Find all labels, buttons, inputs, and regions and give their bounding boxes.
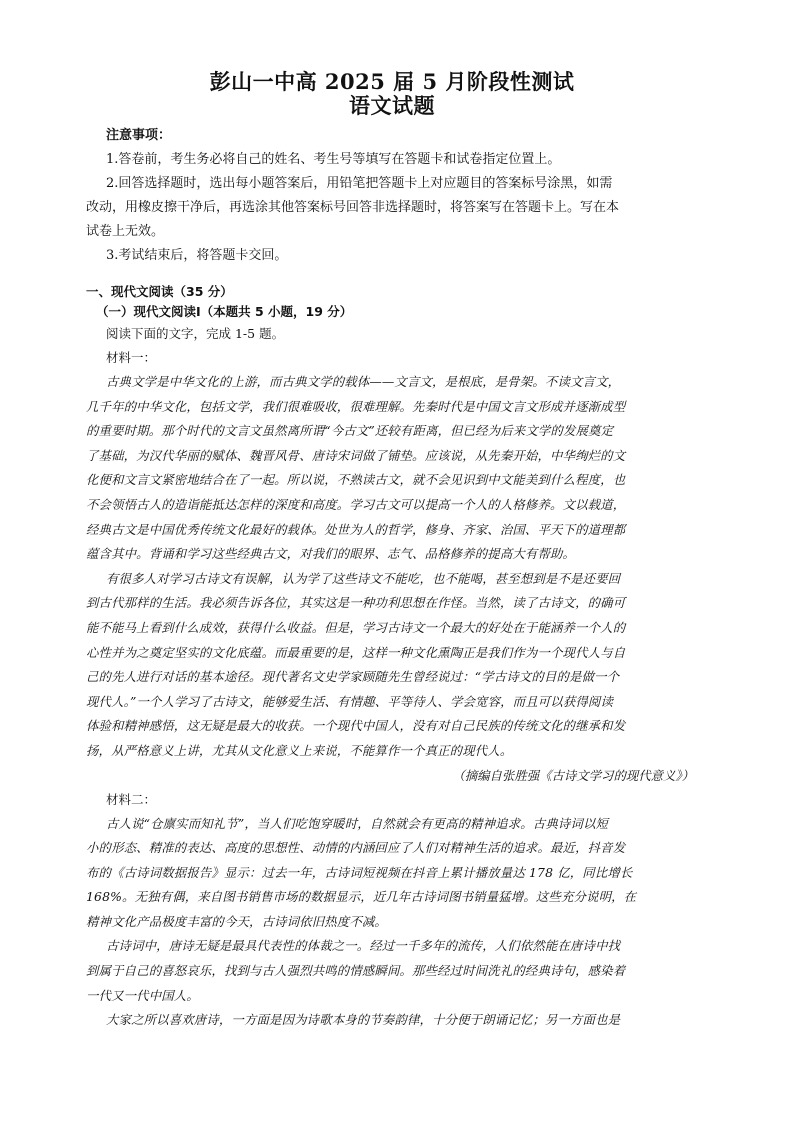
material-1-paragraph-2-line: 能不能马上看到什么成效，获得什么收益。但是，学习古诗文一个最大的好处在于能涵养一个人的 — [86, 619, 626, 635]
material-1-paragraph-2-line: 体验和精神感悟，这无疑是最大的收获。一个现代中国人，没有对自己民族的传统文化的继承和发 — [86, 718, 626, 734]
notice-item-2-line-1: 2.回答选择题时，选出每小题答案后，用铅笔把答题卡上对应题目的答案标号涂黑，如需 — [106, 176, 613, 191]
notice-item-2-line-2: 改动，用橡皮擦干净后，再选涂其他答案标号回答非选择题时，将答案写在答题卡上。写在本 — [86, 200, 620, 215]
spacer — [86, 268, 698, 282]
notice-heading: 注意事项： — [106, 128, 172, 143]
material-1-paragraph-2-line: 到古代那样的生活。我必须告诉各位，其实这是一种功利思想在作怪。当然，读了古诗文，的确可 — [86, 595, 626, 611]
material-1-source: （摘编自张胜强《古诗文学习的现代意义》） — [452, 767, 694, 783]
reading-instruction: 阅读下面的文字，完成 1-5 题。 — [106, 326, 285, 341]
material-2-paragraph-1-line: 古人说“仓廪实而知礼节”，当人们吃饱穿暖时，自然就会有更高的精神追求。古典诗词以短 — [106, 815, 609, 831]
material-2-paragraph-1-line: 小的形态、精准的表达、高度的思想性、动情的内涵回应了人们对精神生活的追求。最近，抖音发 — [86, 840, 626, 856]
subsection-heading: （一）现代文阅读Ⅰ（本题共 5 小题，19 分） — [96, 304, 353, 319]
material-1-paragraph-2-line: 现代人。”一个人学习了古诗文，能够爱生活、有情趣、平等待人、学会宽容，而且可以获得阅读 — [86, 693, 613, 709]
material-1-paragraph-1-line: 蕴含其中。背诵和学习这些经典古文，对我们的眼界、志气、品格修养的提高大有帮助。 — [86, 546, 576, 562]
material-2-paragraph-2-line: 古诗词中，唐诗无疑是最具代表性的体裁之一。经过一千多年的流传，人们依然能在唐诗中找 — [106, 938, 621, 954]
material-1-paragraph-1-line: 的重要时期。那个时代的文言文虽然离所谓“今古文”还较有距离，但已经为后来文学的发展奠定 — [86, 423, 614, 439]
exam-title: 彭山一中高 2025 届 5 月阶段性测试 — [209, 69, 575, 94]
material-2-paragraph-3-line: 大家之所以喜欢唐诗，一方面是因为诗歌本身的节奏韵律，十分便于朗诵记忆；另一方面也是 — [106, 1012, 621, 1028]
notice-item-1: 1.答卷前，考生务必将自己的姓名、考生号等填写在答题卡和试卷指定位置上。 — [106, 152, 561, 167]
material-1-paragraph-1-line: 几千年的中华文化，包括文学，我们很难吸收，很难理解。先秦时代是中国文言文形成并逐渐成型 — [86, 398, 626, 414]
material-1-label: 材料一： — [106, 350, 157, 365]
material-2-label: 材料二： — [106, 791, 157, 807]
material-1-paragraph-1-line: 不会领悟古人的造诣能抵达怎样的深度和高度。学习古文可以提高一个人的人格修养。文以载道， — [86, 496, 626, 512]
material-1-paragraph-2-line: 己的先人进行对话的基本途径。现代著名文史学家顾随先生曾经说过：“学古诗文的目的是做一个 — [86, 669, 620, 685]
material-1-paragraph-1-line: 古典文学是中华文化的上游，而古典文学的载体——文言文，是根底，是骨架。不读文言文， — [106, 374, 621, 389]
material-1-paragraph-1-line: 化便和文言文紧密地结合在了一起。所以说，不熟读古文，就不会见识到中文能美到什么程度，也 — [86, 472, 626, 488]
material-2-paragraph-1-line: 布的《古诗词数据报告》显示：过去一年，古诗词短视频在抖音上累计播放量达 178 亿，同比增长 — [86, 864, 633, 880]
material-1-paragraph-2-line: 心性并为之奠定坚实的文化底蕴。而最重要的是，这样一种文化熏陶正是我们作为一个现代人与自 — [86, 644, 626, 660]
material-2-paragraph-2-line: 一代又一代中国人。 — [86, 987, 199, 1003]
material-1-paragraph-1-line: 了基础，为汉代华丽的赋体、魏晋风骨、唐诗宋词做了铺垫。应该说，从先秦开始，中华绚烂的文 — [86, 447, 626, 463]
material-2-paragraph-1-line: 168%。无独有偶，来自图书销售市场的数据显示，近几年古诗词图书销量猛增。这些充分说明，在 — [86, 889, 637, 905]
material-2-paragraph-2-line: 到属于自己的喜怒哀乐，找到与古人强烈共鸣的情感瞬间。那些经过时间洗礼的经典诗句，感染着 — [86, 963, 626, 979]
material-1-paragraph-2-line: 扬，从严格意义上讲，尤其从文化意义上来说，不能算作一个真正的现代人。 — [86, 742, 513, 758]
material-2-paragraph-1-line: 精神文化产品极度丰富的今天，古诗词依旧热度不减。 — [86, 913, 387, 929]
notice-item-2-line-3: 试卷上无效。 — [86, 224, 165, 239]
notice-item-3: 3.考试结束后，将答题卡交回。 — [106, 248, 288, 263]
section-heading: 一、现代文阅读（35 分） — [86, 284, 233, 299]
material-1-paragraph-2-line: 有很多人对学习古诗文有误解，认为学了这些诗文不能吃，也不能喝，甚至想到是不是还要回 — [106, 570, 621, 586]
material-1-paragraph-1-line: 经典古文是中国优秀传统文化最好的载体。处世为人的哲学，修身、齐家、治国、平天下的道理都 — [86, 521, 626, 537]
exam-subtitle: 语文试题 — [349, 93, 435, 118]
